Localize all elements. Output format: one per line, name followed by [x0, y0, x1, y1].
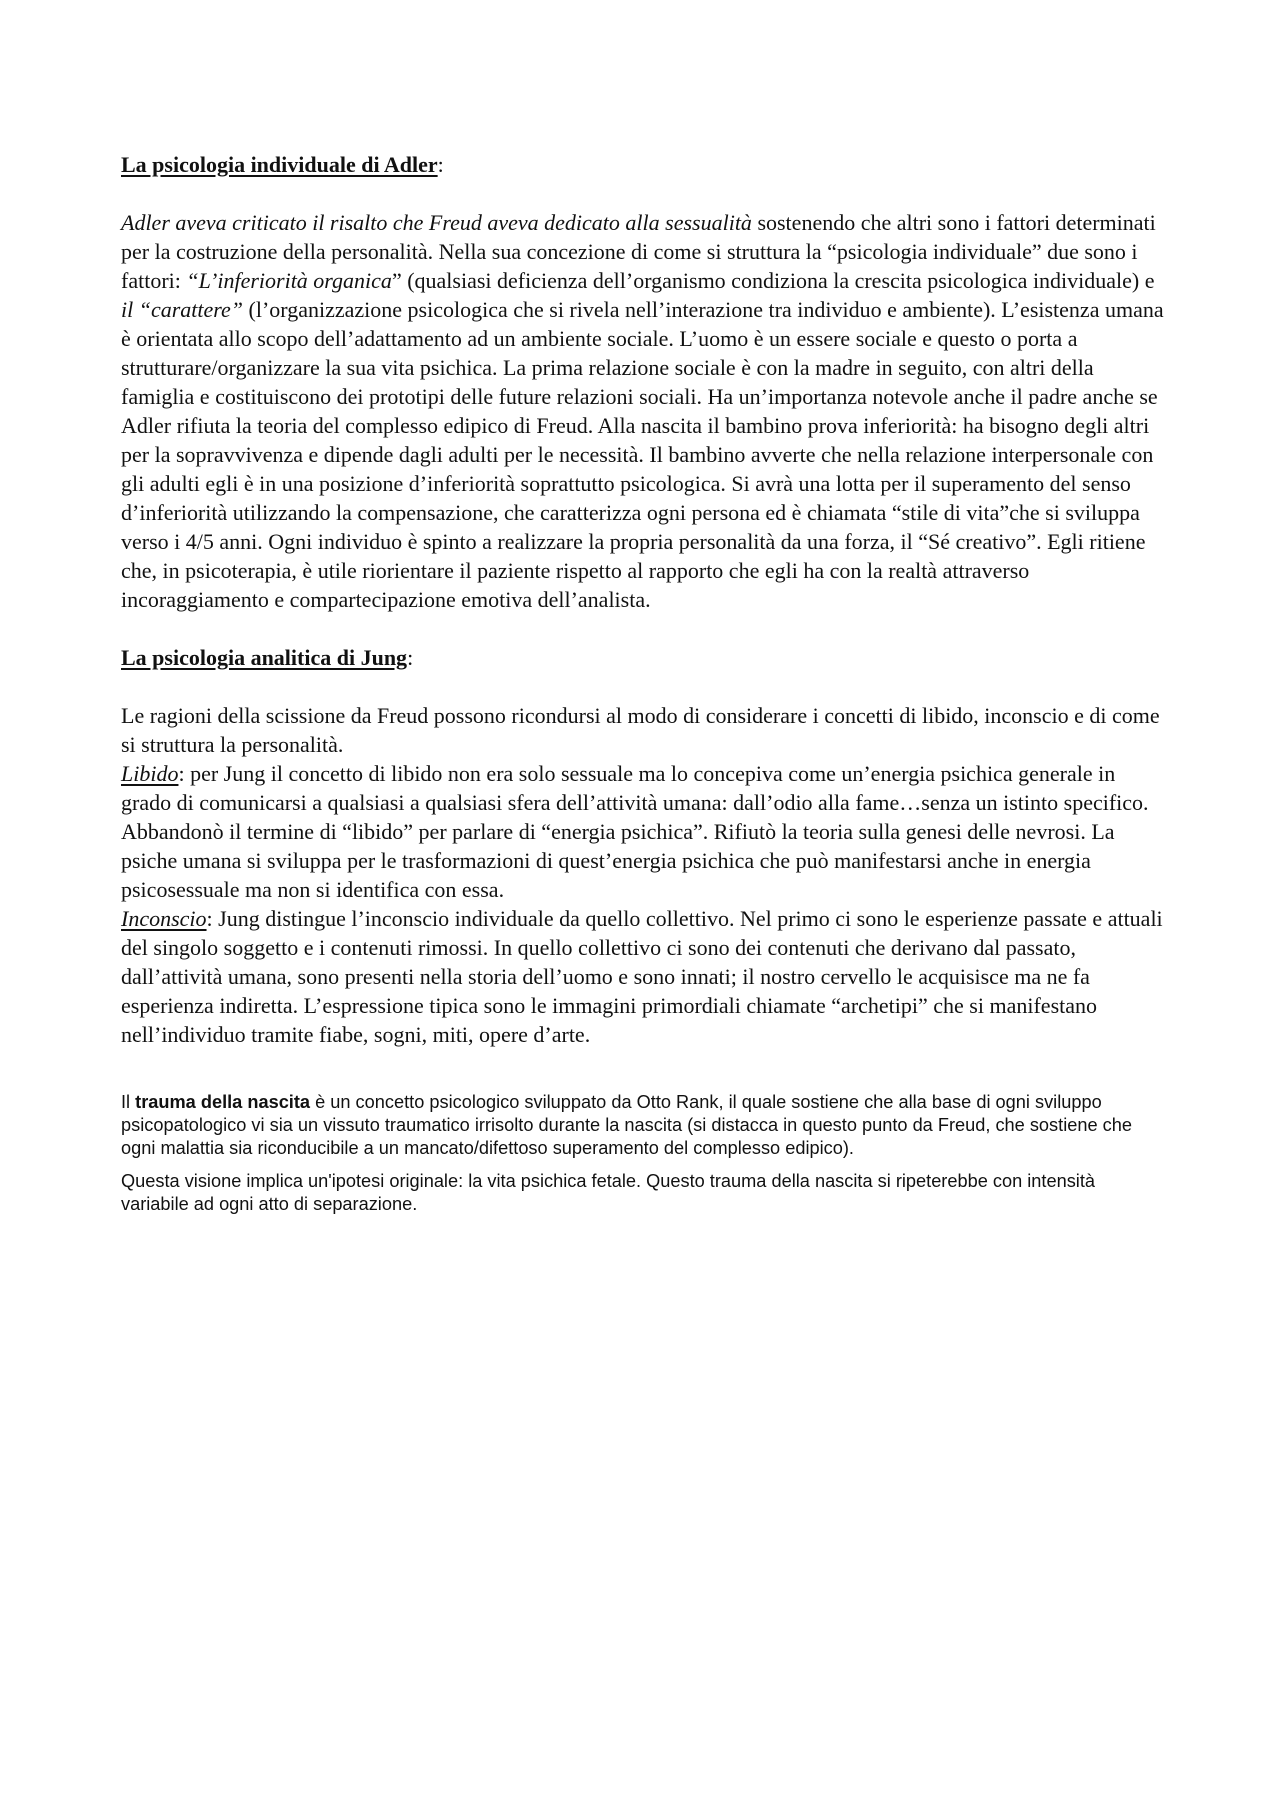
rank-paragraph-2 — [121, 1170, 1166, 1216]
rank-paragraph-1 — [121, 1091, 1166, 1160]
adler-italic-intro: Adler aveva criticato il risalto che Freud aveva dedicato alla sessualità — [121, 210, 752, 235]
jung-intro-text: Le ragioni della scissione da Freud possono ricondursi al modo di considerare i concetti di libido, inconscio e di come si struttura la personalità. — [121, 703, 1160, 757]
inconscio-text: : Jung distingue l’inconscio individuale da quello collettivo. Nel primo ci sono le esperienze passate e attuali del singolo soggetto e i contenuti rimossi. In quello collettivo ci sono dei contenuti che derivano dal passato, dall’attività umana, sono presenti nella storia dell’uomo e sono innati; il nostro cervello le acquisisce ma ne fa esperienza indiretta. L’espressione tipica sono le immagini primordiali chiamate “archetipi” che si manifestano nell’individuo tramite fiabe, sogni, miti, opere d’arte. — [121, 906, 1163, 1047]
jung-heading-colon: : — [407, 645, 414, 670]
adler-paragraph — [121, 208, 1166, 614]
jung-heading — [121, 643, 1166, 672]
jung-heading-text: La psicologia analitica di Jung — [121, 645, 408, 670]
document-page — [121, 150, 1166, 1216]
adler-italic-inferiorita: “L’inferiorità organica — [186, 268, 392, 293]
adler-heading — [121, 150, 1166, 179]
libido-label: Libido — [121, 761, 179, 786]
adler-text-b: ” (qualsiasi deficienza dell’organismo condiziona la crescita psicologica individuale) e — [391, 268, 1155, 293]
jung-inconscio-paragraph — [121, 904, 1166, 1049]
jung-libido-paragraph — [121, 759, 1166, 904]
adler-italic-carattere: il “carattere” — [121, 297, 244, 322]
inconscio-label: Inconscio — [121, 906, 207, 931]
adler-heading-text: La psicologia individuale di Adler — [121, 152, 438, 177]
adler-heading-colon: : — [437, 152, 444, 177]
libido-text: : per Jung il concetto di libido non era solo sessuale ma lo concepiva come un’energia psichica generale in grado di comunicarsi a qualsiasi a qualsiasi sfera dell’attività umana: dall’odio alla fame…senza un istinto specifico. Abbandonò il termine di “libido” per parlare di “energia psichica”. Rifiutò la teoria sulla genesi delle nevrosi. La psiche umana si sviluppa per le trasformazioni di quest’energia psichica che può manifestarsi anche in energia psicosessuale ma non si identifica con essa. — [121, 761, 1149, 902]
adler-text-a: sostenendo che altri sono i fattori determinati per la costruzione della personalità. Nella sua concezione di come si struttura la “psicologia individuale” due sono i fattori: — [121, 210, 1156, 293]
rank-text-pre: Il — [121, 1092, 136, 1112]
adler-text-c: (l’organizzazione psicologica che si rivela nell’interazione tra individuo e ambiente). L’esistenza umana è orientata allo scopo dell’adattamento ad un ambiente sociale. L’uomo è un essere sociale e questo o porta a strutturare/organizzare la sua vita psichica. La prima relazione sociale è con la madre in seguito, con altri della famiglia e costituiscono dei prototipi delle future relazioni sociali. Ha un’importanza notevole anche il padre anche se Adler rifiuta la teoria del complesso edipico di Freud. Alla nascita il bambino prova inferiorità: ha bisogno degli altri per la sopravvivenza e dipende dagli adulti per le necessità. Il bambino avverte che nella relazione interpersonale con gli adulti egli è in una posizione d’inferiorità soprattutto psicologica. Si avrà una lotta per il superamento del senso d’inferiorità utilizzando la compensazione, che caratterizza ogni persona ed è chiamata “stile di vita”che si sviluppa verso i 4/5 anni. Ogni individuo è spinto a realizzare la propria personalità da una forza, il “Sé creativo”. Egli ritiene che, in psicoterapia, è utile riorientare il paziente rispetto al rapporto che egli ha con la realtà attraverso incoraggiamento e compartecipazione emotiva dell’analista. — [121, 297, 1164, 612]
rank-bold-term: trauma della nascita — [135, 1092, 311, 1112]
rank-text: è un concetto psicologico sviluppato da Otto Rank, il quale sostiene che alla base di ogni sviluppo psicopatologico vi sia un vissuto traumatico irrisolto durante la nascita (si distacca in questo punto da Freud, che sostiene che ogni malattia sia riconducibile a un mancato/difettoso superamento del complesso edipico). — [121, 1092, 1132, 1158]
rank-text-2: Questa visione implica un'ipotesi originale: la vita psichica fetale. Questo trauma della nascita si ripeterebbe con intensità variabile ad ogni atto di separazione. — [121, 1171, 1095, 1214]
jung-intro-paragraph — [121, 701, 1166, 759]
